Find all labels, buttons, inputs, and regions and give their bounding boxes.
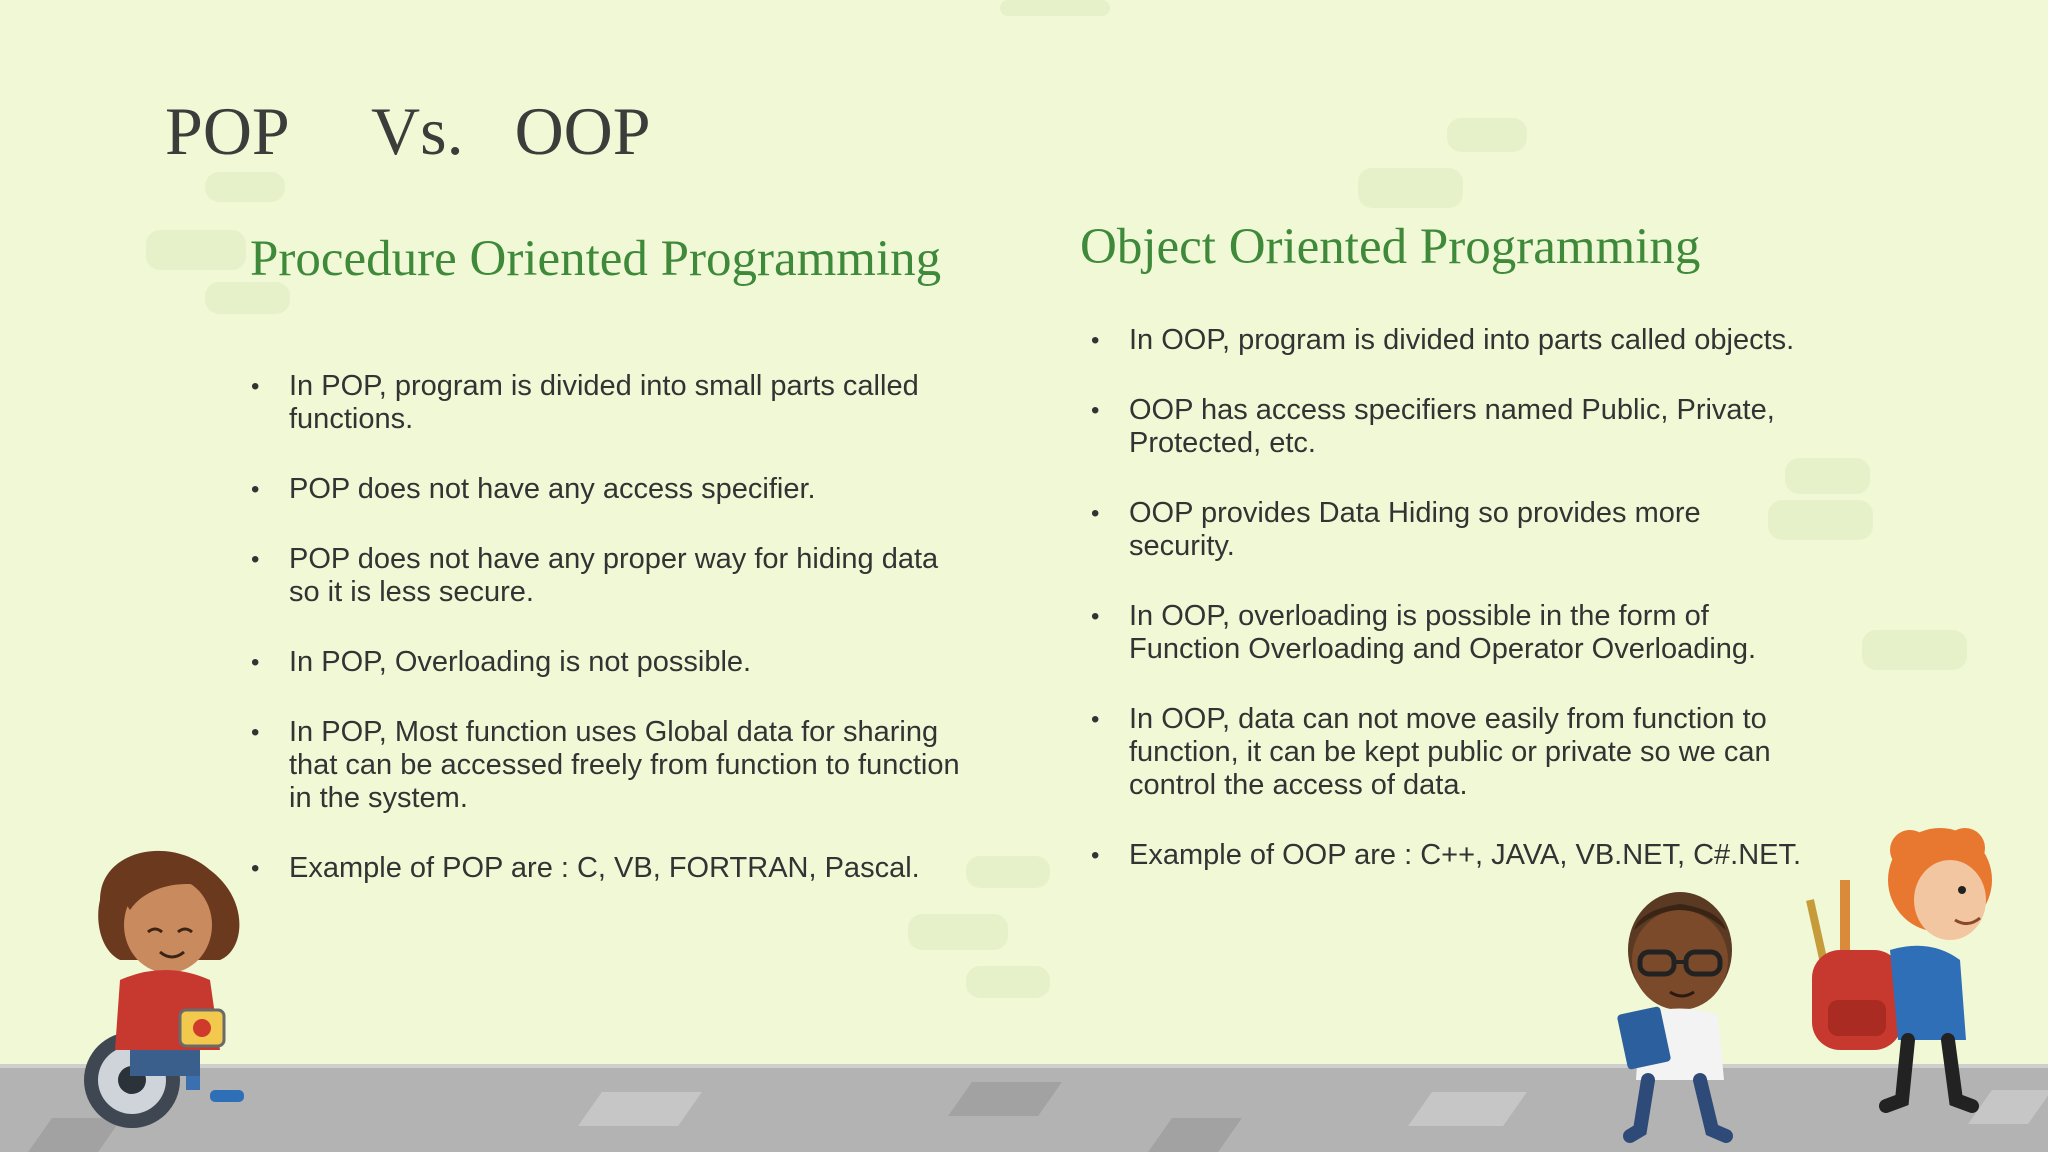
bg-smudge [1862, 630, 1967, 670]
boy-with-book-illustration [1600, 880, 1770, 1150]
bg-smudge [1000, 0, 1110, 16]
bg-smudge [1358, 168, 1463, 208]
pop-heading: Procedure Oriented Programming [250, 231, 942, 287]
oop-bullet: • Example of OOP are : C++, JAVA, VB.NET, C#.NET. [1091, 839, 1811, 872]
oop-bullet: • OOP provides Data Hiding so provides more security. [1091, 497, 1811, 563]
pop-bullet: • POP does not have any access specifier. [251, 473, 961, 506]
pop-bullet: • In POP, program is divided into small parts called functions. [251, 370, 961, 436]
oop-bullet: • In OOP, overloading is possible in the form of Function Overloading and Operator Overloading. [1091, 600, 1811, 666]
bg-smudge [966, 966, 1050, 998]
bg-smudge [908, 914, 1008, 950]
oop-heading: Object Oriented Programming [1080, 219, 1701, 275]
pop-bullet: • In POP, Overloading is not possible. [251, 646, 961, 679]
slide-title: POP Vs. OOP [165, 93, 651, 169]
boy-with-backpack-illustration [1790, 820, 2010, 1120]
bg-smudge [146, 230, 246, 270]
girl-wheelchair-illustration [60, 840, 320, 1140]
pop-bullet: • In POP, Most function uses Global data for sharing that can be accessed freely from function to function in the system. [251, 716, 961, 815]
bg-smudge [1447, 118, 1527, 152]
pop-bullet: • POP does not have any proper way for hiding data so it is less secure. [251, 543, 961, 609]
pop-bullet-list [251, 370, 961, 885]
oop-bullet-list [1091, 324, 1811, 872]
oop-bullet: • OOP has access specifiers named Public, Private, Protected, etc. [1091, 394, 1811, 460]
bg-smudge [205, 172, 285, 202]
pop-bullet: • Example of POP are : C, VB, FORTRAN, Pascal. [251, 852, 961, 885]
oop-bullet: • In OOP, program is divided into parts called objects. [1091, 324, 1811, 357]
oop-bullet: • In OOP, data can not move easily from function to function, it can be kept public or private so we can control the access of data. [1091, 703, 1811, 802]
bg-smudge [966, 856, 1050, 888]
